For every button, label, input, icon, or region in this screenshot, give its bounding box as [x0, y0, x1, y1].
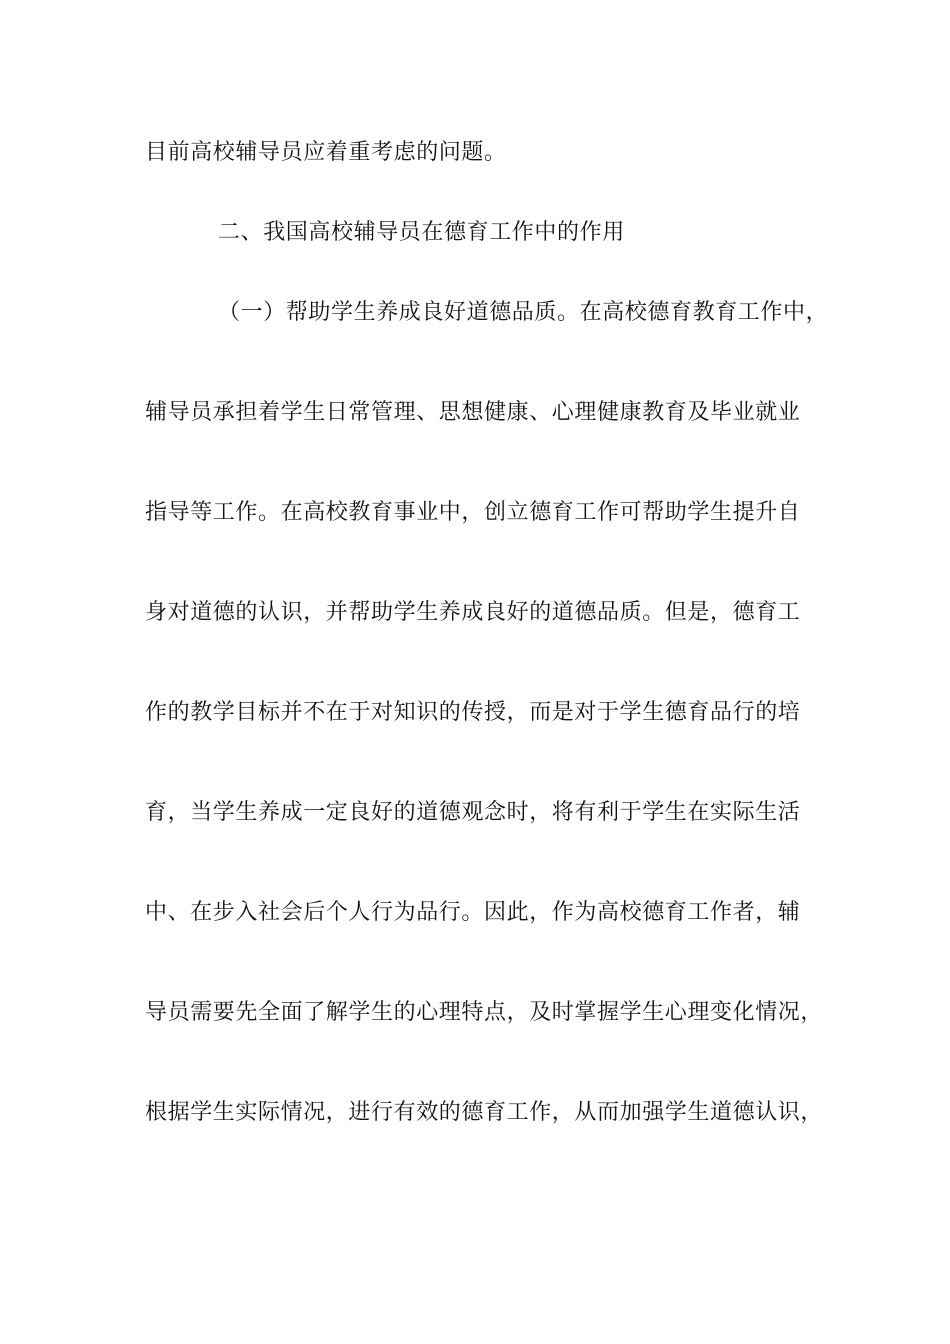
section-heading: 二、我国高校辅导员在德育工作中的作用	[218, 220, 625, 245]
body-text-line: 辅导员承担着学生日常管理、思想健康、心理健康教育及毕业就业	[145, 400, 801, 425]
body-text-line: 指导等工作。在高校教育事业中，创立德育工作可帮助学生提升自	[145, 500, 801, 525]
body-text-line: 身对道德的认识，并帮助学生养成良好的道德品质。但是，德育工	[145, 600, 801, 625]
body-text-line: 育，当学生养成一定良好的道德观念时，将有利于学生在实际生活	[145, 800, 801, 825]
body-text-line: 目前高校辅导员应着重考虑的问题。	[145, 140, 507, 165]
body-text-line: 作的教学目标并不在于对知识的传授，而是对于学生德育品行的培	[145, 700, 801, 725]
body-text-line: 根据学生实际情况，进行有效的德育工作，从而加强学生道德认识，	[145, 1100, 824, 1125]
body-text-line: 中、在步入社会后个人行为品行。因此，作为高校德育工作者，辅	[145, 900, 801, 925]
subsection-heading-line: （一）帮助学生养成良好道德品质。在高校德育教育工作中，	[218, 300, 829, 325]
body-text-line: 导员需要先全面了解学生的心理特点，及时掌握学生心理变化情况，	[145, 1000, 824, 1025]
